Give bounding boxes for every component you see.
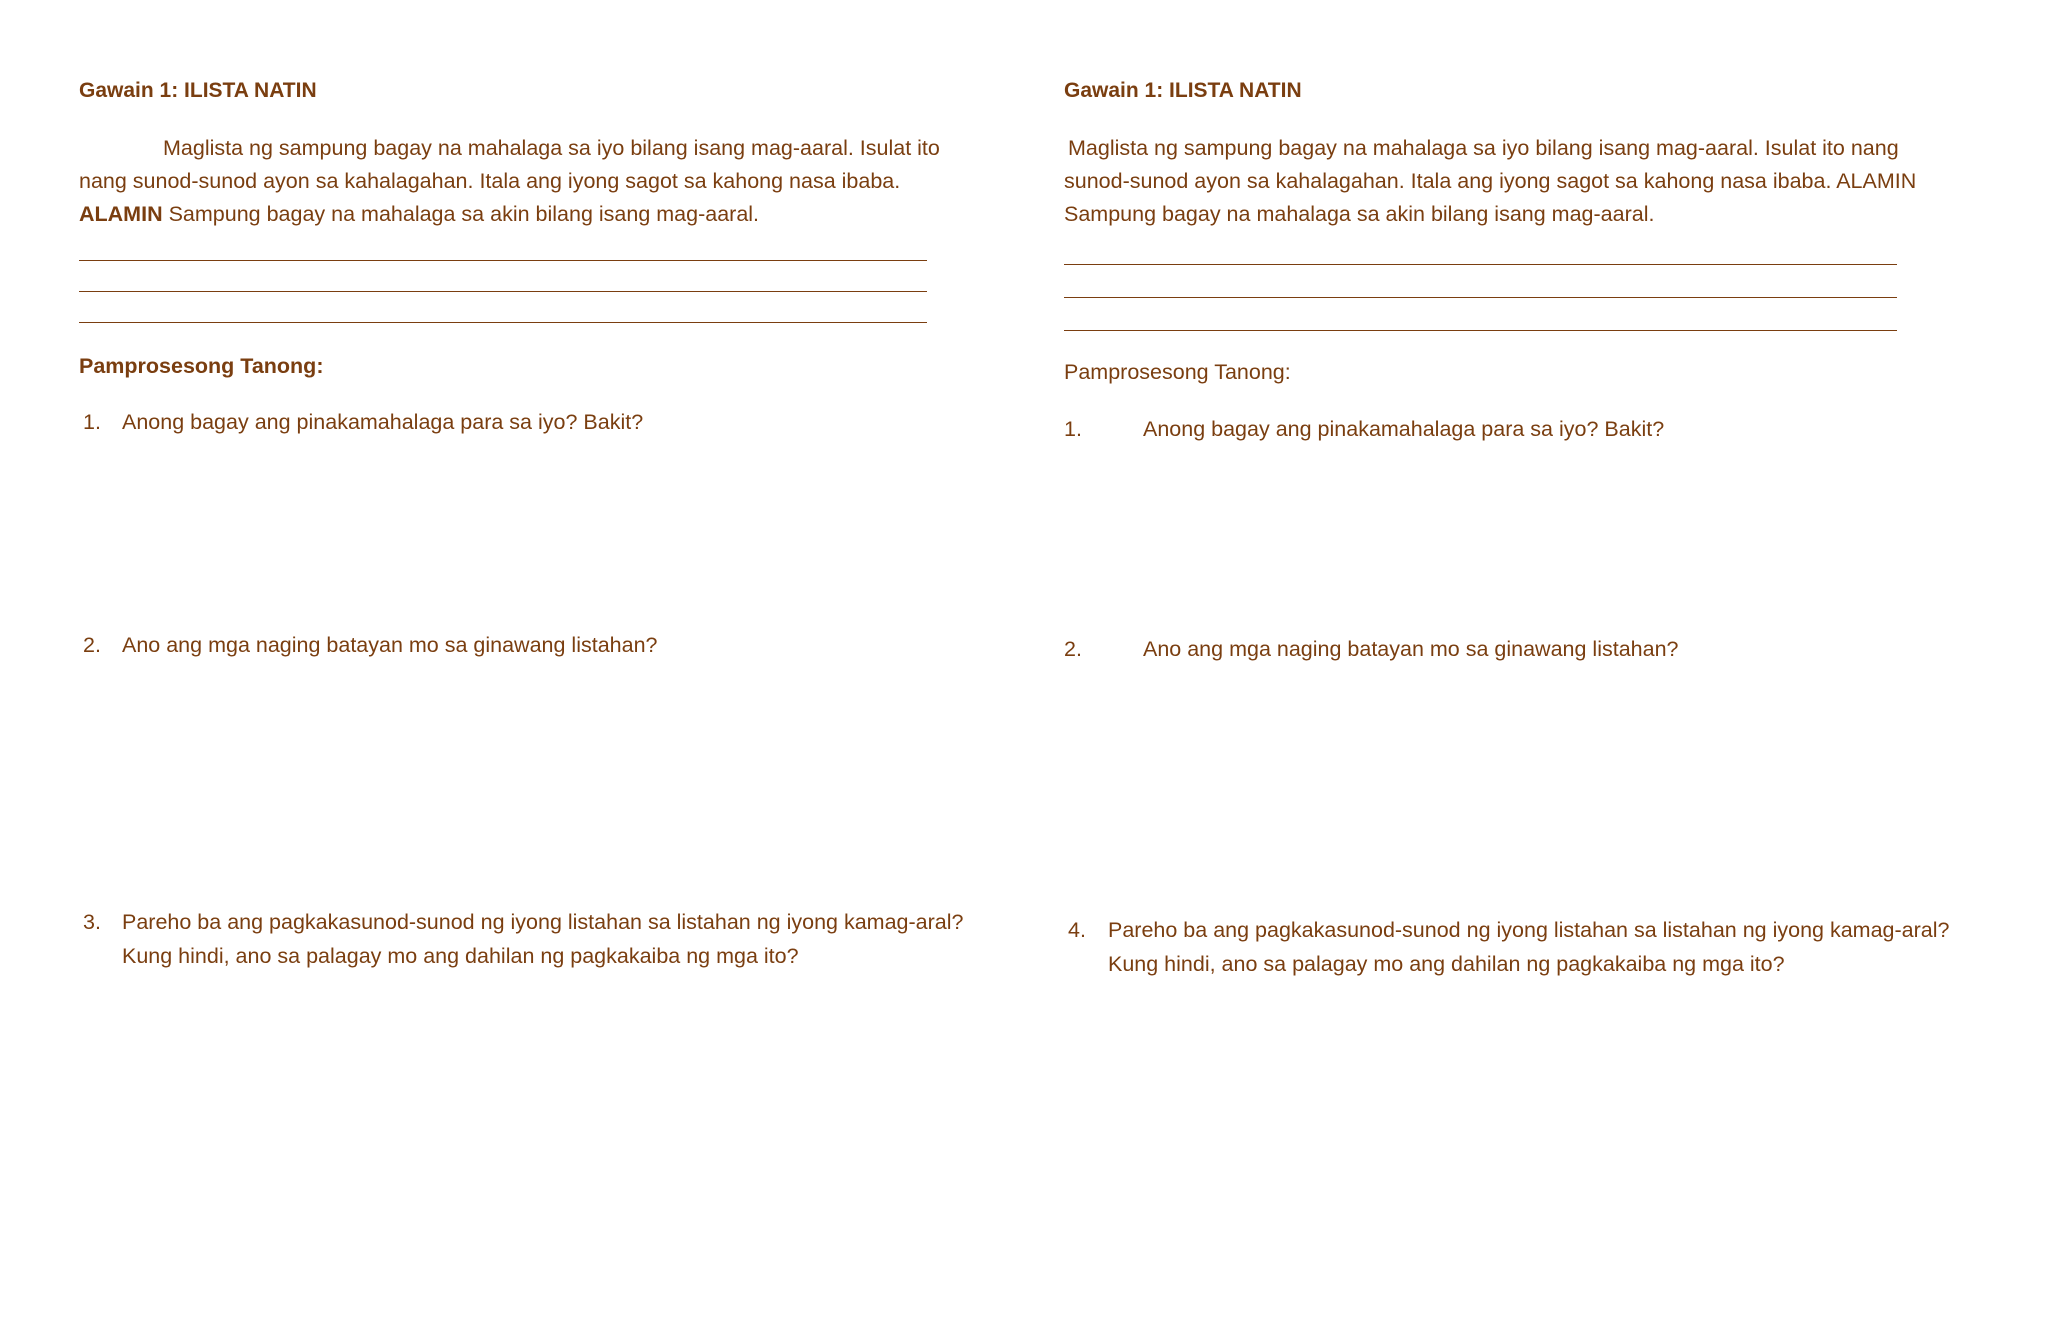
instructions-line-1: Maglista ng sampung bagay na mahalaga sa iyo bilang isang mag-aaral. Isulat ito nang [1068, 136, 1899, 160]
answer-line-2[interactable] [79, 291, 927, 292]
processing-questions-heading: Pamprosesong Tanong: [79, 354, 324, 378]
left-column [79, 0, 979, 1339]
answer-line-3[interactable] [79, 322, 927, 323]
answer-line-2[interactable] [1064, 297, 1897, 298]
question-number: 1. [1064, 417, 1082, 441]
instructions-line-3: Sampung bagay na mahalaga sa akin bilang isang mag-aaral. [1064, 202, 1655, 226]
question-text: Ano ang mga naging batayan mo sa ginawang listahan? [122, 633, 658, 657]
question-text: Ano ang mga naging batayan mo sa ginawang listahan? [1143, 637, 1679, 661]
instructions-line-3: Sampung bagay na mahalaga sa akin bilang isang mag-aaral. [162, 202, 760, 226]
instructions-paragraph [79, 132, 979, 231]
right-column [1064, 0, 1994, 1339]
processing-questions-heading: Pamprosesong Tanong: [1064, 360, 1291, 384]
question-number: 4. [1068, 918, 1086, 942]
question-number: 2. [1064, 637, 1082, 661]
question-text-line-1: Pareho ba ang pagkakasunod-sunod ng iyong listahan sa listahan ng iyong kamag-aral? [122, 910, 964, 934]
question-text-line-2: Kung hindi, ano sa palagay mo ang dahilan ng pagkakaiba ng mga ito? [122, 944, 799, 968]
question-text-line-2: Kung hindi, ano sa palagay mo ang dahilan ng pagkakaiba ng mga ito? [1108, 952, 1785, 976]
instructions-line-2: sunod-sunod ayon sa kahalagahan. Itala ang iyong sagot sa kahong nasa ibaba. ALAMIN [1064, 169, 1917, 193]
activity-title: Gawain 1: ILISTA NATIN [1064, 79, 1302, 102]
question-number: 1. [83, 410, 101, 434]
instructions-line-2: nang sunod-sunod ayon sa kahalagahan. Itala ang iyong sagot sa kahong nasa ibaba. [79, 169, 901, 193]
activity-title: Gawain 1: ILISTA NATIN [79, 79, 317, 102]
answer-line-3[interactable] [1064, 330, 1897, 331]
question-number: 3. [83, 910, 101, 934]
question-number: 2. [83, 633, 101, 657]
alamin-label: ALAMIN [79, 202, 163, 226]
question-text-line-1: Pareho ba ang pagkakasunod-sunod ng iyong listahan sa listahan ng iyong kamag-aral? [1108, 918, 1950, 942]
instructions-paragraph [1064, 132, 1924, 231]
answer-line-1[interactable] [79, 260, 927, 261]
question-text: Anong bagay ang pinakamahalaga para sa iyo? Bakit? [122, 410, 644, 434]
answer-line-1[interactable] [1064, 264, 1897, 265]
instructions-line-1: Maglista ng sampung bagay na mahalaga sa iyo bilang isang mag-aaral. Isulat ito [163, 136, 940, 160]
question-text: Anong bagay ang pinakamahalaga para sa iyo? Bakit? [1143, 417, 1665, 441]
